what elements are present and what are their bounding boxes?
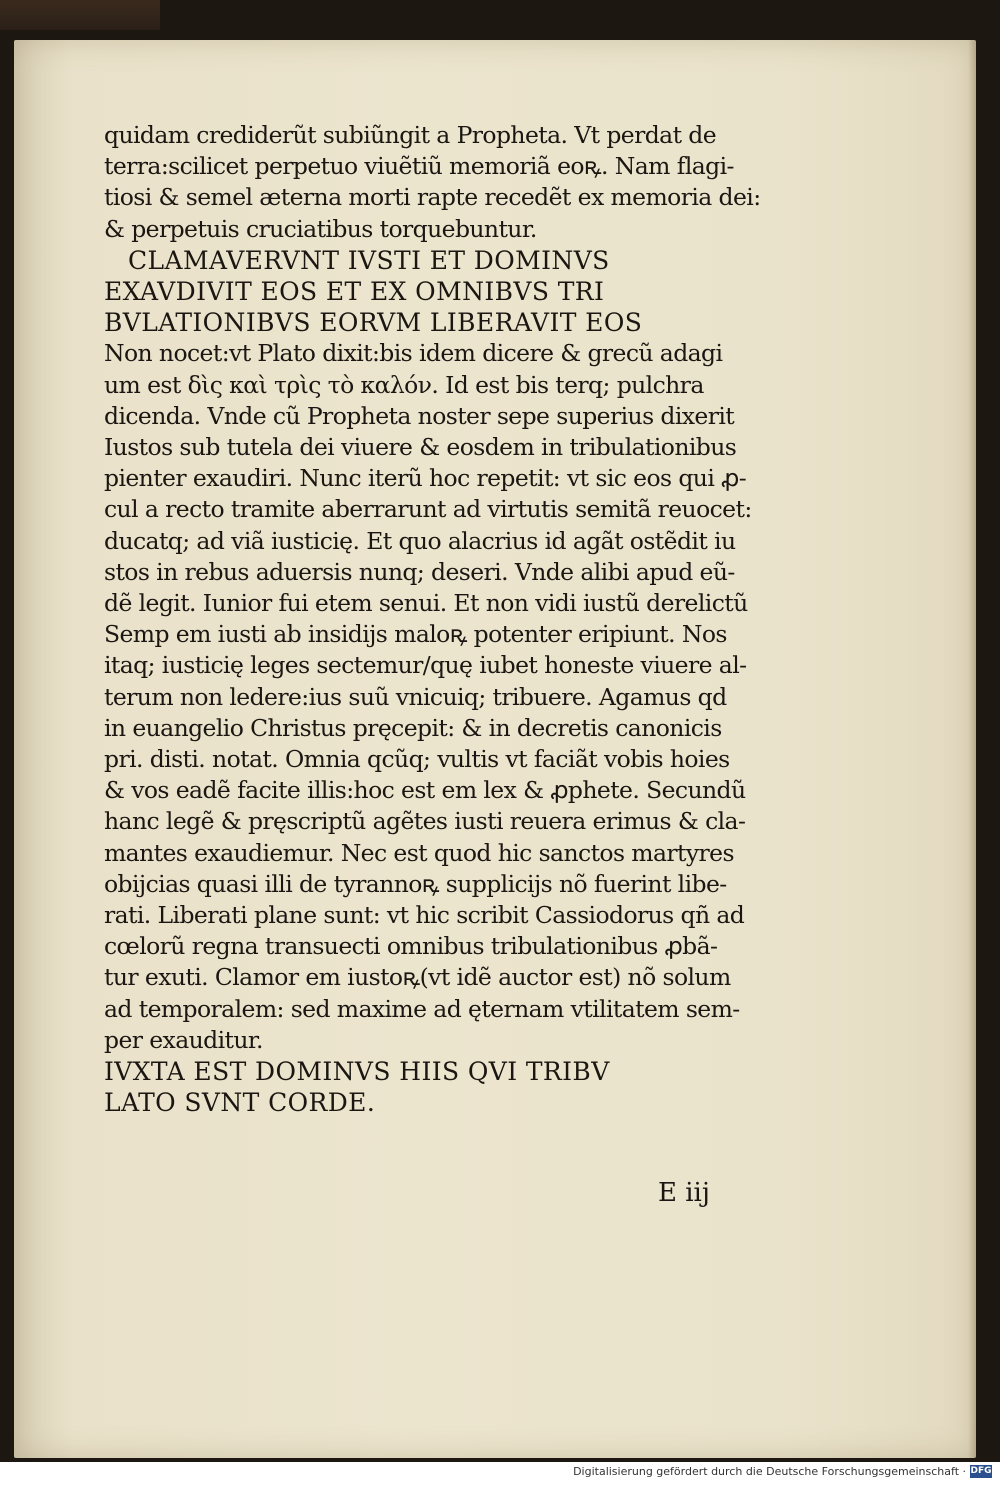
text-line: cœlorũ regna transuecti omnibus tribulationibus ꝓbã‐: [104, 932, 718, 961]
text-line: Iustos sub tutela dei viuere & eosdem in tribulationibus: [104, 433, 737, 462]
text-line: mantes exaudiemur. Nec est quod hic sanctos martyres: [104, 838, 734, 867]
text-line: quidam crediderũt subiũngit a Propheta. Vt perdat de: [104, 121, 717, 149]
text-line: dẽ legit. Iunior fui etem senui. Et non vidi iustũ derelictũ: [104, 589, 748, 618]
text-line: itaq; iusticię leges sectemur/quę iubet honeste viuere al‐: [104, 651, 747, 680]
scripture-heading-line: EXAVDIVIT EOS ET EX OMNIBVS TRI: [104, 277, 605, 307]
signature-mark: E iij: [658, 1178, 710, 1208]
text-line: in euangelio Christus pręcepit: & in decretis canonicis: [104, 713, 722, 742]
footer-bar: [0, 1462, 1000, 1485]
page-edge-shadow: [968, 40, 976, 1458]
text-line: um est δὶς καὶ τρὶς τὸ καλόν. Id est bis terq; pulchra: [104, 370, 704, 399]
scripture-heading-line: LATO SVNT CORDE.: [104, 1088, 376, 1118]
text-line: ducatq; ad viã iusticię. Et quo alacrius id agãt ostẽdit iu: [104, 526, 736, 555]
text-line: pri. disti. notat. Omnia qcũq; vultis vt faciãt vobis hoies: [104, 745, 730, 774]
scripture-heading-line: CLAMAVERVNT IVSTI ET DOMINVS: [128, 245, 610, 275]
text-line: per exauditur.: [104, 1025, 263, 1054]
text-line: tur exuti. Clamor em iustoꝶ(vt idẽ auctor est) nõ solum: [104, 963, 731, 992]
funding-credit: Digitalisierung gefördert durch die Deutsche Forschungsgemeinschaft ·: [573, 1465, 966, 1478]
text-line: hanc legẽ & pręscriptũ agẽtes iusti reuera erimus & cla‐: [104, 807, 746, 836]
text-line: terum non ledere:ius suũ vnicuiq; tribuere. Agamus qd: [104, 682, 727, 711]
text-line: & vos eadẽ facite illis:hoc est em lex & ꝓphete. Secundũ: [104, 776, 746, 805]
text-line: rati. Liberati plane sunt: vt hic scribit Cassiodorus qñ ad: [104, 901, 745, 930]
binding-edge: [0, 0, 160, 30]
text-line: ad temporalem: sed maxime ad ęternam vtilitatem sem‐: [104, 994, 740, 1023]
text-line: Semp em iusti ab insidijs maloꝶ potenter eripiunt. Nos: [104, 620, 727, 649]
text-line: cul a recto tramite aberrarunt ad virtutis semitã reuocet:: [104, 495, 752, 524]
text-line: terra:scilicet perpetuo viuẽtiũ memoriã eoꝶ. Nam flagi‐: [104, 152, 734, 181]
text-line: Non nocet:vt Plato dixit:bis idem dicere & grecũ adagi: [104, 339, 723, 368]
text-line: tiosi & semel æterna morti rapte recedẽt ex memoria dei:: [104, 183, 761, 212]
text-line: obijcias quasi illi de tyrannoꝶ supplicijs nõ fuerint libe‐: [104, 869, 727, 898]
text-block: [104, 120, 784, 1119]
text-line: & perpetuis cruciatibus torquebuntur.: [104, 214, 537, 243]
dfg-logo-icon: DFG: [970, 1466, 992, 1476]
text-line: dicenda. Vnde cũ Propheta noster sepe superius dixerit: [104, 401, 735, 430]
text-line: pienter exaudiri. Nunc iterũ hoc repetit: vt sic eos qui ꝓ‐: [104, 464, 747, 493]
scripture-heading-line: IVXTA EST DOMINVS HIIS QVI TRIBV: [104, 1057, 610, 1087]
scripture-heading-line: BVLATIONIBVS EORVM LIBERAVIT EOS: [104, 308, 643, 338]
text-line: stos in rebus aduersis nunq; deseri. Vnde alibi apud eũ‐: [104, 557, 735, 586]
